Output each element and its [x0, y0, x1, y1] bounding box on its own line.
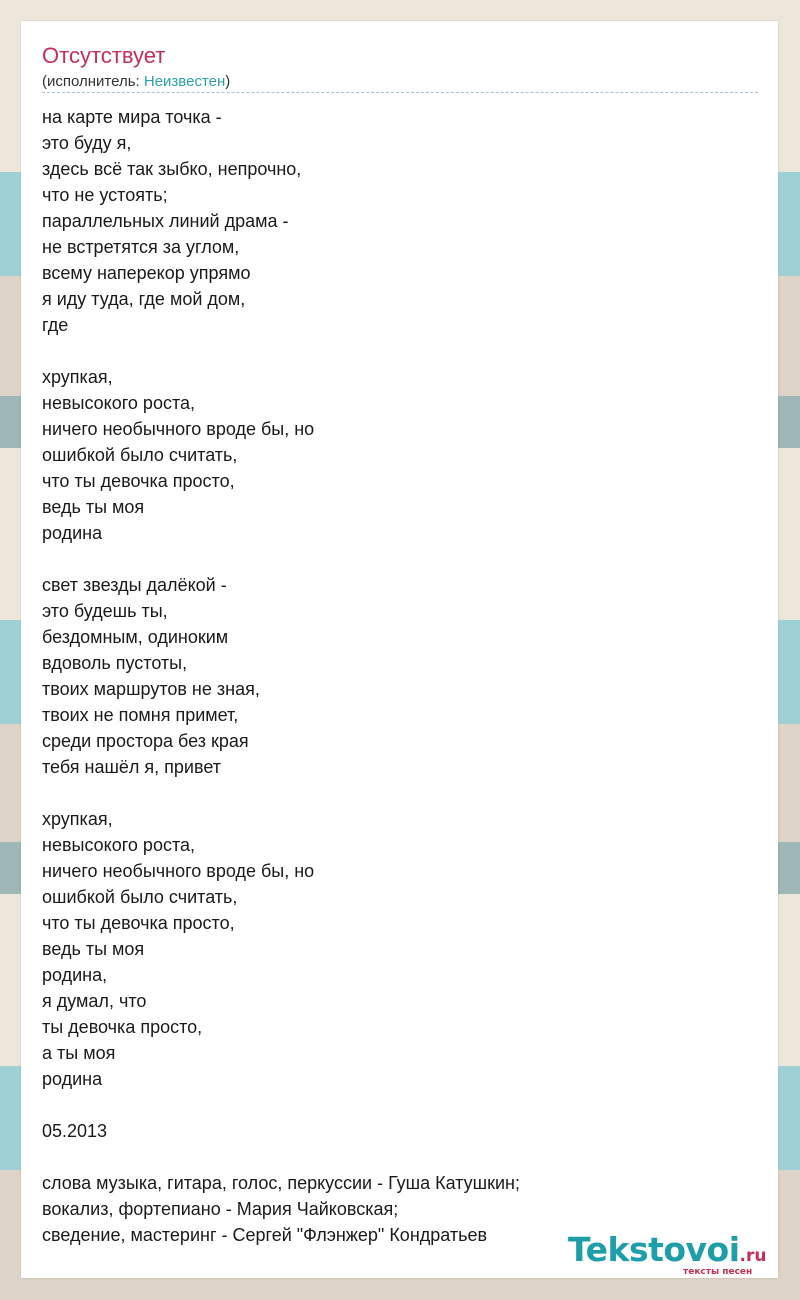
artist-line: [42, 72, 230, 92]
lyrics-card: [21, 21, 778, 1278]
logo-tagline: тексты песен: [683, 1267, 753, 1277]
site-logo[interactable]: [568, 1231, 778, 1277]
lyrics-text: на карте мира точка - это буду я, здесь всё так зыбко, непрочно, что не устоять; параллельных линий драма - не встретятся за углом, всему наперекор упрямо я иду туда, где мой дом, где хрупкая, невысокого роста, ничего необычного вроде бы, но ошибкой было считать, что ты девочка просто, ведь ты моя родина свет звезды далёкой - это будешь ты, бездомным, одиноким вдоволь пустоты, твоих маршрутов не зная, твоих не помня примет, среди простора без края тебя нашёл я, привет хрупкая, невысокого роста, ничего необычного вроде бы, но ошибкой было считать, что ты девочка просто, ведь ты моя родина, я думал, что ты девочка просто, а ты моя родина 05.2013 слова музыка, гитара, голос, перкуссии - Гуша Катушкин; вокализ, фортепиано - Мария Чайковская; сведение, мастеринг - Сергей "Флэнжер" Кондратьев: [42, 107, 520, 1245]
logo-tld: .ru: [739, 1246, 767, 1266]
song-title: Отсутствует: [42, 43, 166, 68]
logo-name: Tekstovoi: [568, 1230, 740, 1269]
artist-suffix: ): [225, 73, 231, 90]
artist-link[interactable]: Неизвестен: [143, 73, 226, 90]
dashed-divider: [42, 92, 758, 93]
artist-prefix: (исполнитель:: [42, 73, 144, 90]
